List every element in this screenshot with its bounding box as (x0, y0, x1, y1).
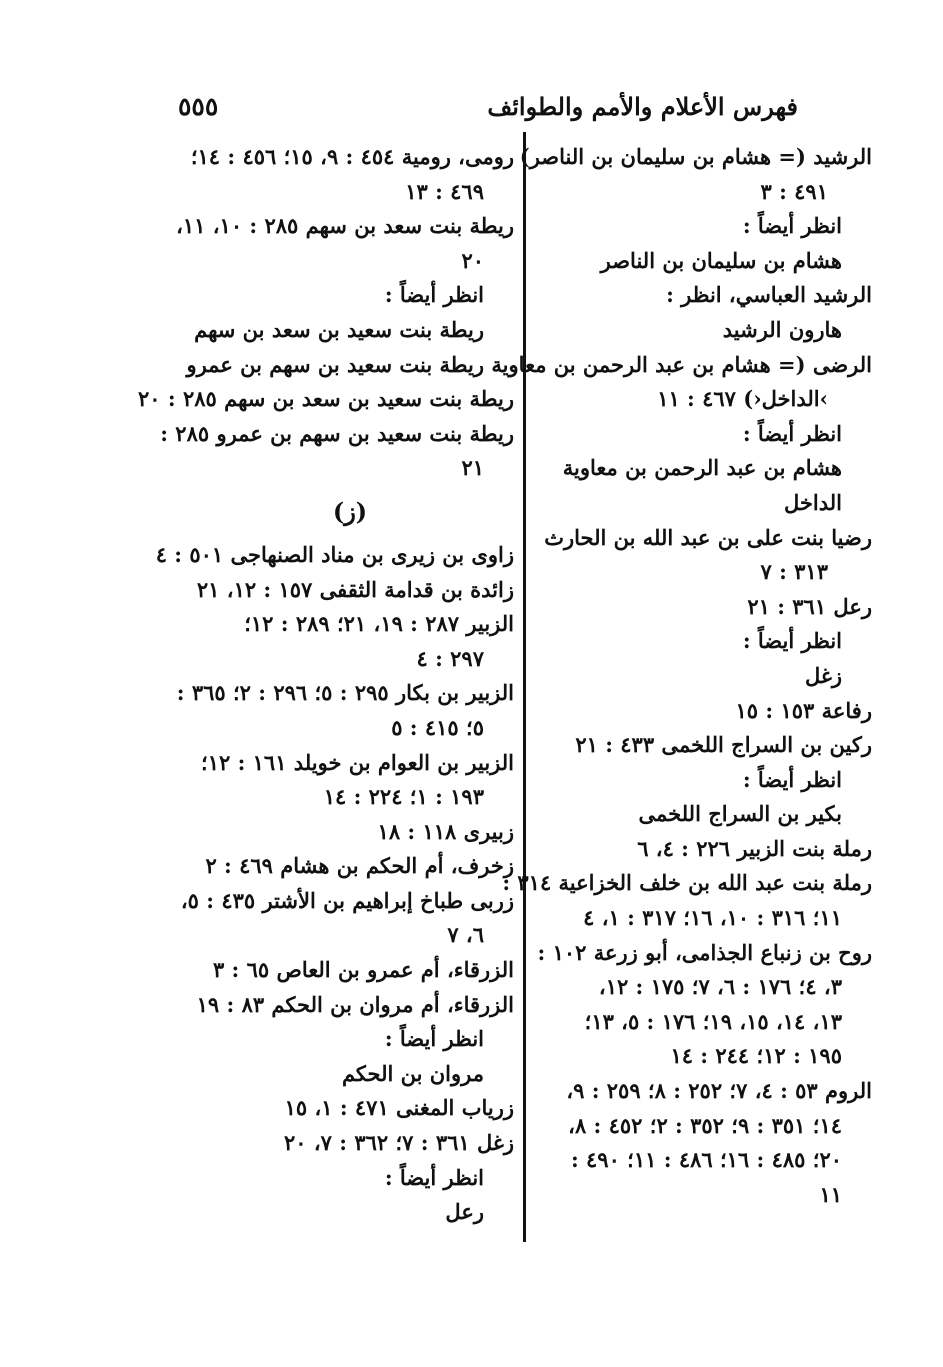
index-entry: ريطة بنت سعيد بن سهم بن عمرو ٢٨٥ : (160, 420, 514, 446)
index-entry: الرشيد (= هشام بن سليمان بن الناصر) (519, 144, 872, 169)
cross-reference: مروان بن الحكم (341, 1060, 484, 1086)
index-entry: رضيا بنت على بن عبد الله بن الحارث (544, 524, 872, 550)
cross-reference: هارون الرشيد (722, 316, 842, 342)
index-entry: زبيرى ١١٨ : ١٨ (377, 818, 514, 844)
index-entry: زربى طباخ إبراهيم بن الأشتر ٤٣٥ : ٥، (180, 887, 514, 913)
see-also-label: انظر أيضاً : (742, 628, 842, 654)
entry-reference: ١٩٣ : ١؛ ٢٢٤ : ١٤ (323, 784, 484, 810)
index-entry: رعل ٣٦١ : ٢١ (747, 593, 872, 619)
cross-reference: زغل (804, 662, 842, 688)
cross-reference: رعل (445, 1199, 484, 1225)
index-entry: زغل ٣٦١ : ٧؛ ٣٦٢ : ٧، ٢٠ (284, 1130, 514, 1156)
entry-reference: ٦، ٧ (447, 922, 484, 948)
index-entry: الروم ٥٣ : ٤، ٧؛ ٢٥٢ : ٨؛ ٢٥٩ : ٩، (566, 1078, 872, 1104)
index-entry: الزبير ٢٨٧ : ١٩، ٢١؛ ٢٨٩ : ١٢؛ (244, 611, 514, 637)
index-column-right (491, 140, 872, 1212)
index-entry: ريطة بنت سعيد بن سعد بن سهم ٢٨٥ : ٢٠ (138, 386, 514, 412)
index-entry: الزرقاء، أم عمرو بن العاص ٦٥ : ٣ (212, 957, 514, 983)
entry-reference: ٤٦٩ : ١٣ (405, 178, 484, 204)
entry-reference: ›الداخل‹) ٤٦٧ : ١١ (657, 386, 828, 412)
index-entry: رفاعة ١٥٣ : ١٥ (735, 697, 872, 723)
index-entry: ريطة بنت سعد بن سهم ٢٨٥ : ١٠، ١١، (176, 213, 514, 239)
page-header (178, 92, 798, 128)
entry-reference: ٢٠ (461, 247, 484, 273)
see-also-label: انظر أيضاً : (742, 766, 842, 792)
column-divider (523, 132, 526, 1242)
running-title: فهرس الأعلام والأمم والطوائف (487, 92, 798, 121)
entry-reference: ١٩٥ : ١٢؛ ٢٤٤ : ١٤ (670, 1043, 842, 1069)
letter-section-heading: (ز) (332, 496, 368, 526)
index-entry: ركين بن السراج اللخمى ٤٣٣ : ٢١ (575, 732, 872, 758)
index-entry: زاوى بن زيرى بن مناد الصنهاجى ٥٠١ : ٤ (155, 541, 514, 567)
index-entry: زرياب المغنى ٤٧١ : ١، ١٥ (284, 1095, 514, 1121)
index-entry: روح بن زنباع الجذامى، أبو زرعة ١٠٢ : (537, 939, 872, 965)
see-also-label: انظر أيضاً : (384, 1026, 484, 1052)
entry-reference: ١١؛ ٣١٦ : ١٠، ١٦؛ ٣١٧ : ١، ٤ (583, 905, 842, 931)
index-entry: زخرف، أم الحكم بن هشام ٤٦٩ : ٢ (205, 853, 514, 879)
cross-reference: بكير بن السراج اللخمى (638, 801, 842, 827)
see-also-label: انظر أيضاً : (742, 213, 842, 239)
cross-reference: هشام بن عبد الرحمن بن معاوية (562, 455, 842, 481)
cross-reference: ريطة بنت سعيد بن سهم بن عمرو (186, 351, 484, 377)
index-entry: الرشيد العباسي، انظر : (666, 282, 872, 308)
entry-reference: ١٤؛ ٣٥١ : ٩؛ ٣٥٢ : ٢؛ ٤٥٢ : ٨، (568, 1112, 842, 1138)
entry-reference: ٣١٣ : ٧ (760, 559, 828, 585)
entry-reference: ١٣، ١٤، ١٥، ١٩؛ ١٧٦ : ٥، ١٣؛ (584, 1008, 842, 1034)
see-also-label: انظر أيضاً : (742, 420, 842, 446)
entry-reference: ٣، ٤؛ ١٧٦ : ٦، ٧؛ ١٧٥ : ١٢، (598, 974, 842, 1000)
entry-reference: ٢١ (461, 455, 484, 481)
index-entry: رملة بنت عبد الله بن خلف الخزاعية ٣١٤ : (502, 870, 872, 896)
see-also-label: انظر أيضاً : (384, 282, 484, 308)
entry-reference: ٢٩٧ : ٤ (416, 645, 484, 671)
index-entry: الزرقاء، أم مروان بن الحكم ٨٣ : ١٩ (196, 991, 514, 1017)
cross-reference: الداخل (784, 489, 842, 515)
index-entry: زائدة بن قدامة الثقفى ١٥٧ : ١٢، ٢١ (196, 576, 514, 602)
index-entry: رومى، رومية ٤٥٤ : ٩، ١٥؛ ٤٥٦ : ١٤؛ (190, 144, 514, 169)
index-entry: الزبير بن بكار ٢٩٥ : ٥؛ ٢٩٦ : ٢؛ ٣٦٥ : (176, 680, 514, 706)
index-entry: الرضى (= هشام بن عبد الرحمن بن معاوية (491, 351, 872, 377)
entry-reference: ٢٠؛ ٤٨٥ : ١٦؛ ٤٨٦ : ١١؛ ٤٩٠ : (570, 1147, 842, 1173)
entry-reference: ١١ (819, 1181, 842, 1207)
index-entry: رملة بنت الزبير ٢٢٦ : ٤، ٦ (637, 835, 872, 861)
cross-reference: ريطة بنت سعيد بن سعد بن سهم (194, 316, 484, 342)
index-column-left (138, 140, 514, 1230)
entry-reference: ٥؛ ٤١٥ : ٥ (391, 714, 484, 740)
see-also-label: انظر أيضاً : (384, 1164, 484, 1190)
entry-reference: ٤٩١ : ٣ (760, 178, 828, 204)
page-number: ٥٥٥ (178, 92, 219, 121)
index-entry: الزبير بن العوام بن خويلد ١٦١ : ١٢؛ (201, 749, 514, 775)
cross-reference: هشام بن سليمان بن الناصر (600, 247, 842, 273)
